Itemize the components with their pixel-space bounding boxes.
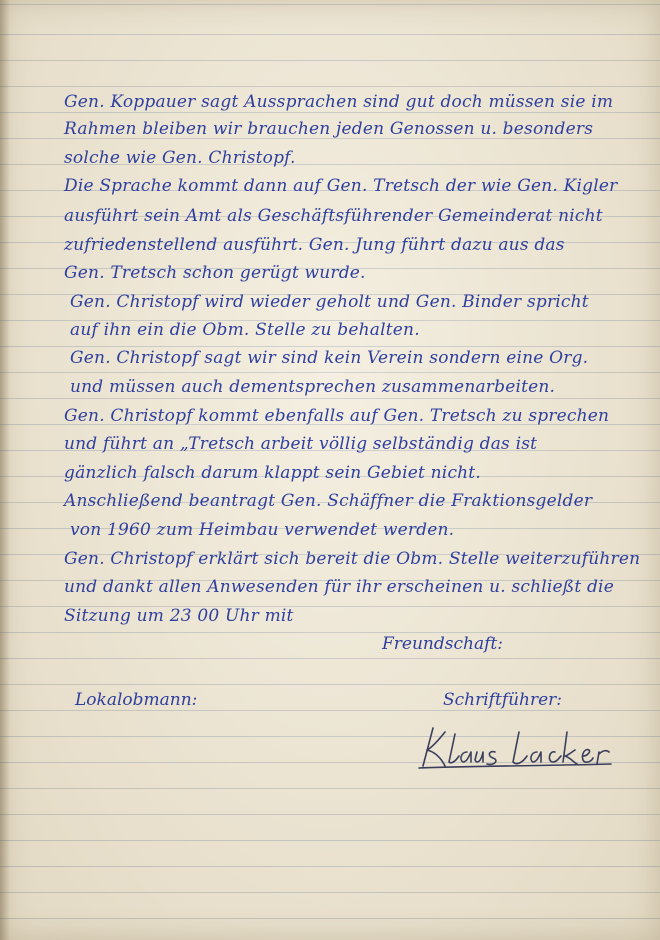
text-line: und müssen auch dementsprechen zusammenarbeiten.	[70, 377, 556, 397]
text-line: Anschließend beantragt Gen. Schäffner die Fraktionsgelder	[64, 491, 593, 511]
text-line: und führt an „Tretsch arbeit völlig selbständig das ist	[64, 434, 538, 454]
text-line: und dankt allen Anwesenden für ihr erscheinen u. schließt die	[64, 577, 614, 597]
secretary-label: Schriftführer:	[443, 690, 563, 710]
text-line: Die Sprache kommt dann auf Gen. Tretsch der wie Gen. Kigler	[64, 176, 618, 196]
text-line: Sitzung um 23 00 Uhr mit	[64, 606, 294, 626]
text-line: ausführt sein Amt als Geschäftsführender Gemeinderat nicht	[64, 206, 603, 226]
text-line: Gen. Christopf erklärt sich bereit die Obm. Stelle weiterzuführen	[64, 549, 641, 569]
text-line: Gen. Koppauer sagt Aussprachen sind gut doch müssen sie im	[64, 92, 614, 112]
text-line: solche wie Gen. Christopf.	[64, 148, 296, 168]
chairman-label: Lokalobmann:	[75, 690, 198, 710]
text-line: Gen. Christopf kommt ebenfalls auf Gen. Tretsch zu sprechen	[64, 406, 610, 426]
text-line: auf ihn ein die Obm. Stelle zu behalten.	[70, 320, 420, 340]
closing-greeting: Freundschaft:	[382, 634, 503, 654]
text-line: Rahmen bleiben wir brauchen jeden Genossen u. besonders	[64, 119, 594, 139]
text-line: Gen. Christopf sagt wir sind kein Verein sondern eine Org.	[70, 348, 589, 368]
text-line: gänzlich falsch darum klappt sein Gebiet nicht.	[64, 463, 481, 483]
page-edge-shadow	[0, 0, 10, 940]
text-line: Gen. Tretsch schon gerügt wurde.	[64, 263, 366, 283]
text-line: Gen. Christopf wird wieder geholt und Gen. Binder spricht	[70, 292, 589, 312]
text-line: zufriedenstellend ausführt. Gen. Jung führt dazu aus das	[64, 235, 565, 255]
handwritten-signature	[415, 722, 615, 772]
text-line: von 1960 zum Heimbau verwendet werden.	[70, 520, 455, 540]
